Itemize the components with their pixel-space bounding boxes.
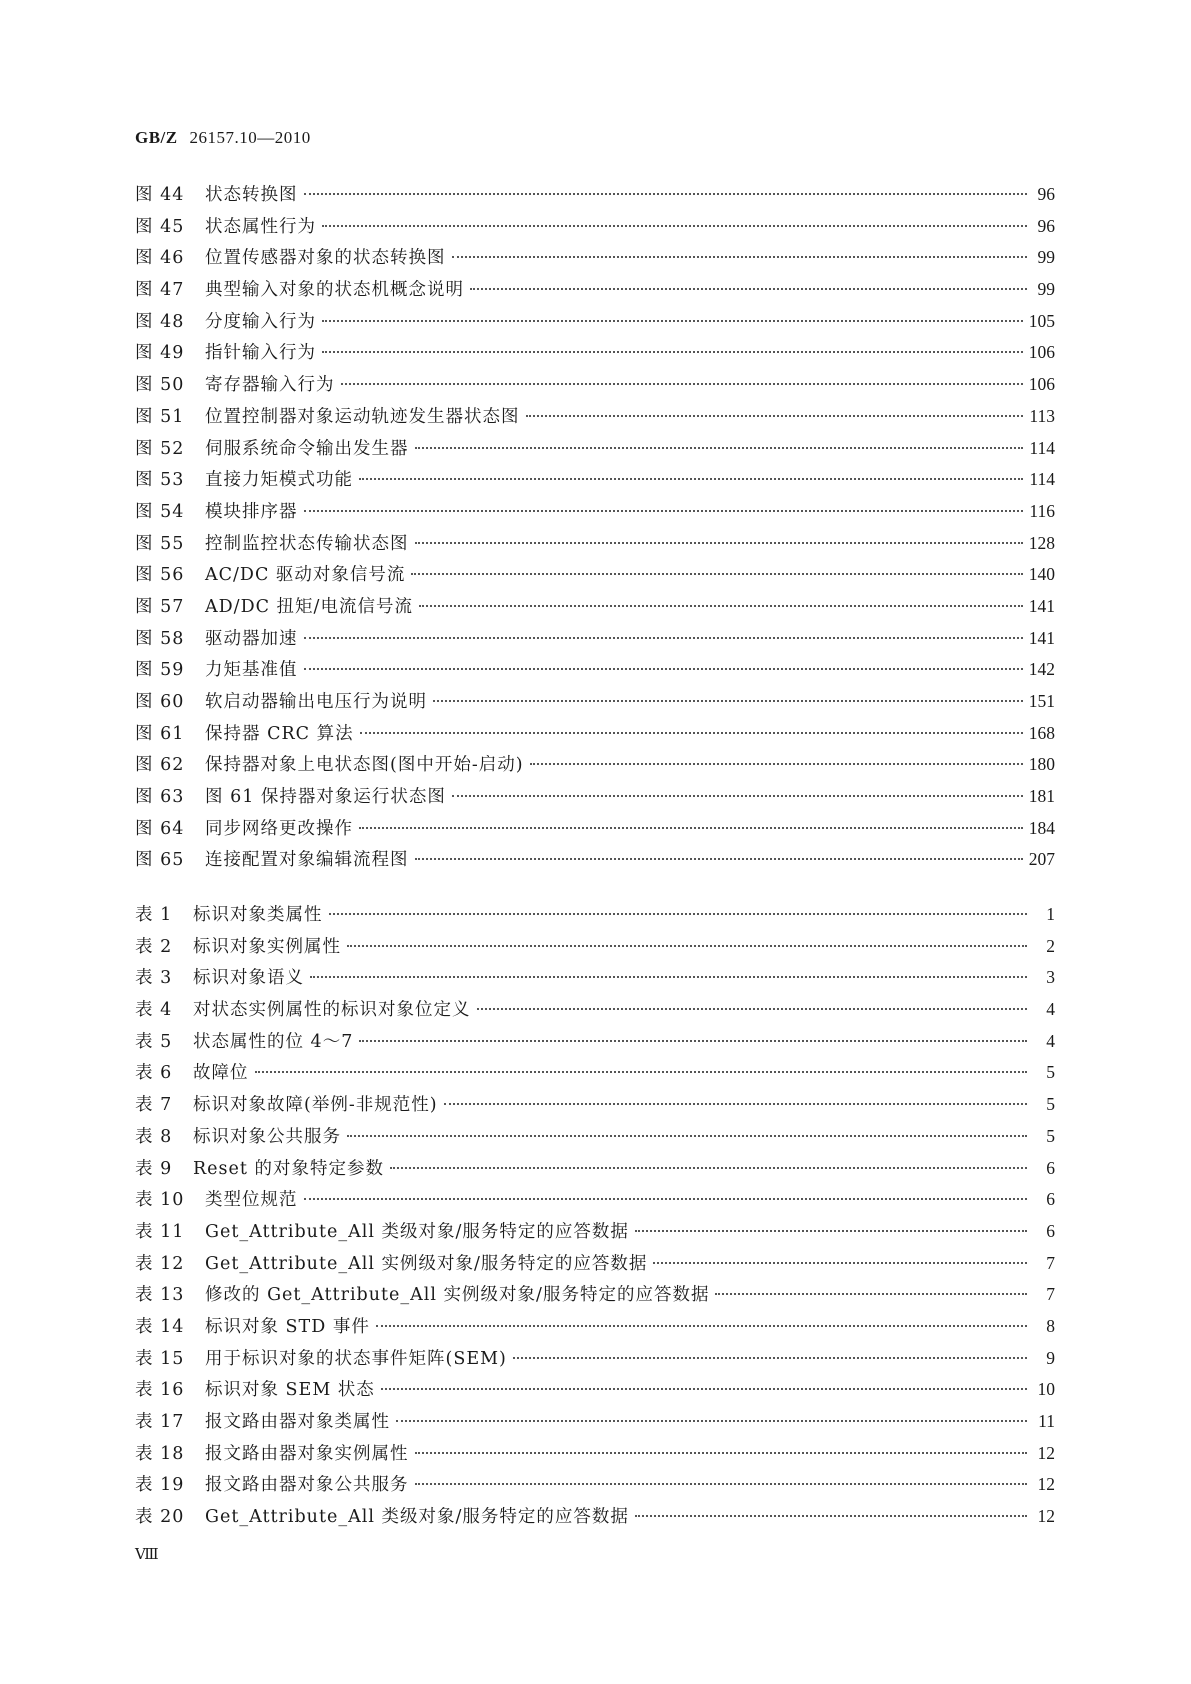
toc-entry-number: 表 16	[135, 1380, 185, 1401]
toc-entry-page: 5	[1046, 1125, 1055, 1146]
toc-entry-number: 图 60	[135, 692, 185, 712]
toc-entry-page: 106	[1028, 342, 1055, 363]
toc-entry-number: 图 57	[135, 596, 185, 617]
dot-leader	[322, 320, 1023, 322]
toc-entry-number: 图 56	[135, 565, 185, 586]
toc-entry-title: 驱动器加速	[205, 628, 298, 649]
toc-entry-page: 6	[1046, 1189, 1055, 1210]
toc-entry-number: 图 53	[135, 470, 185, 491]
figure-entry[interactable]	[135, 751, 1055, 783]
toc-entry-page: 114	[1029, 469, 1055, 490]
toc-entry-number: 表 4	[135, 1000, 173, 1021]
toc-entry-number: 图 47	[135, 280, 185, 301]
table-entry[interactable]	[135, 1313, 1055, 1345]
toc-entry-title: 标识对象故障(举例-非规范性)	[193, 1095, 438, 1116]
dot-leader	[513, 1357, 1027, 1359]
dot-leader	[304, 510, 1024, 512]
toc-entry-page: 140	[1028, 564, 1055, 585]
table-entry[interactable]	[135, 1123, 1055, 1155]
dot-leader	[415, 447, 1024, 449]
table-entry[interactable]	[135, 1503, 1055, 1535]
table-entry[interactable]	[135, 1281, 1055, 1313]
figure-entry[interactable]	[135, 498, 1055, 530]
figure-entry[interactable]	[135, 561, 1055, 593]
dot-leader	[347, 1135, 1027, 1137]
toc-entry-title: Get_Attribute_All 实例级对象/服务特定的应答数据	[205, 1253, 648, 1274]
toc-entry-page: 99	[1037, 279, 1055, 300]
page-number: Ⅷ	[135, 1547, 158, 1563]
toc-entry-title: 类型位规范	[205, 1190, 298, 1211]
toc-entry-number: 图 48	[135, 311, 185, 332]
toc-entry-number: 图 52	[135, 438, 185, 459]
toc-entry-title: 状态属性行为	[205, 216, 316, 237]
figure-entry[interactable]	[135, 815, 1055, 847]
dot-leader	[304, 637, 1023, 639]
table-list	[135, 901, 1055, 1535]
figure-entry[interactable]	[135, 403, 1055, 435]
toc-entry-title: 图 61 保持器对象运行状态图	[205, 787, 446, 808]
toc-entry-number: 图 45	[135, 216, 185, 237]
toc-entry-number: 图 64	[135, 818, 185, 839]
toc-entry-number: 表 18	[135, 1443, 185, 1464]
toc-entry-title: 保持器 CRC 算法	[205, 723, 354, 744]
toc-entry-number: 表 13	[135, 1285, 185, 1306]
dot-leader	[304, 668, 1023, 670]
toc-entry-number: 图 61	[135, 723, 185, 744]
figure-entry[interactable]	[135, 783, 1055, 815]
toc-entry-title: 标识对象 STD 事件	[205, 1316, 370, 1337]
toc-entry-page: 12	[1037, 1442, 1055, 1463]
toc-entry-page: 99	[1037, 247, 1055, 268]
table-entry[interactable]	[135, 964, 1055, 996]
toc-entry-page: 116	[1029, 500, 1055, 521]
toc-entry-title: 位置控制器对象运动轨迹发生器状态图	[205, 406, 520, 427]
toc-entry-title: 典型输入对象的状态机概念说明	[205, 280, 464, 301]
dot-leader	[635, 1515, 1027, 1517]
toc-entry-title: AD/DC 扭矩/电流信号流	[205, 596, 413, 617]
dot-leader	[530, 763, 1023, 765]
figure-entry[interactable]	[135, 244, 1055, 276]
toc-entry-number: 表 15	[135, 1348, 185, 1369]
standard-number: 26157.10—2010	[189, 128, 311, 147]
toc-entry-number: 表 8	[135, 1126, 173, 1147]
figure-entry[interactable]	[135, 846, 1055, 878]
toc-entry-title: 标识对象公共服务	[193, 1126, 341, 1147]
toc-entry-page: 181	[1028, 786, 1055, 807]
toc-entry-title: 直接力矩模式功能	[205, 470, 353, 491]
figure-entry[interactable]	[135, 339, 1055, 371]
figure-entry[interactable]	[135, 181, 1055, 213]
table-entry[interactable]	[135, 1059, 1055, 1091]
table-entry[interactable]	[135, 1218, 1055, 1250]
toc-entry-number: 图 44	[135, 185, 185, 205]
toc-entry-title: 力矩基准值	[205, 660, 298, 681]
toc-entry-title: 位置传感器对象的状态转换图	[205, 248, 446, 269]
dot-leader	[390, 1167, 1027, 1169]
dot-leader	[322, 225, 1027, 227]
toc-entry-page: 11	[1038, 1411, 1055, 1431]
toc-entry-page: 3	[1046, 967, 1055, 988]
dot-leader	[444, 1103, 1027, 1105]
toc-entry-number: 图 62	[135, 755, 185, 776]
dot-leader	[255, 1071, 1028, 1073]
toc-entry-number: 表 14	[135, 1316, 185, 1337]
dot-leader	[415, 1452, 1028, 1454]
dot-leader	[329, 913, 1028, 915]
dot-leader	[341, 383, 1023, 385]
table-entry[interactable]	[135, 1471, 1055, 1503]
dot-leader	[433, 700, 1023, 702]
table-entry[interactable]	[135, 1440, 1055, 1472]
toc-entry-page: 184	[1028, 817, 1055, 838]
toc-entry-page: 7	[1046, 1284, 1055, 1305]
toc-entry-number: 图 63	[135, 787, 185, 808]
dot-leader	[715, 1293, 1027, 1295]
table-entry[interactable]	[135, 1028, 1055, 1060]
toc-entry-page: 168	[1028, 722, 1055, 743]
toc-entry-page: 141	[1028, 595, 1055, 616]
dot-leader	[376, 1325, 1027, 1327]
table-entry[interactable]	[135, 1376, 1055, 1408]
toc-entry-number: 图 50	[135, 375, 185, 396]
toc-entry-title: 报文路由器对象类属性	[205, 1412, 390, 1432]
toc-entry-number: 表 7	[135, 1095, 173, 1116]
toc-entry-title: 分度输入行为	[205, 311, 316, 332]
dot-leader	[526, 415, 1024, 417]
toc-entry-number: 表 6	[135, 1063, 173, 1084]
toc-entry-number: 表 11	[135, 1221, 185, 1242]
dot-leader	[419, 605, 1023, 607]
toc-entry-page: 6	[1046, 1220, 1055, 1241]
toc-entry-title: 伺服系统命令输出发生器	[205, 438, 409, 459]
figure-entry[interactable]	[135, 625, 1055, 657]
dot-leader	[310, 976, 1027, 978]
table-entry[interactable]	[135, 933, 1055, 965]
toc-entry-page: 180	[1028, 754, 1055, 775]
dot-leader	[415, 542, 1023, 544]
toc-entry-page: 9	[1046, 1347, 1055, 1368]
toc-entry-title: AC/DC 驱动对象信号流	[205, 565, 406, 586]
figure-entry[interactable]	[135, 688, 1055, 720]
figure-entry[interactable]	[135, 466, 1055, 498]
toc-entry-title: Get_Attribute_All 类级对象/服务特定的应答数据	[205, 1221, 629, 1242]
dot-leader	[470, 288, 1027, 290]
figure-entry[interactable]	[135, 276, 1055, 308]
toc-entry-title: 连接配置对象编辑流程图	[205, 850, 409, 871]
toc-entry-title: 用于标识对象的状态事件矩阵(SEM)	[205, 1348, 507, 1369]
figure-entry[interactable]	[135, 213, 1055, 245]
dot-leader	[477, 1008, 1028, 1010]
figure-entry[interactable]	[135, 371, 1055, 403]
toc-entry-title: 标识对象实例属性	[193, 936, 341, 957]
toc-entry-page: 12	[1037, 1506, 1055, 1527]
toc-entry-number: 图 55	[135, 533, 185, 554]
toc-entry-page: 5	[1046, 1062, 1055, 1083]
toc-entry-number: 表 19	[135, 1475, 185, 1496]
toc-entry-title: 标识对象类属性	[193, 905, 323, 925]
toc-entry-number: 表 3	[135, 968, 173, 989]
toc-entry-page: 106	[1028, 374, 1055, 395]
toc-entry-page: 6	[1046, 1157, 1055, 1178]
dot-leader	[411, 573, 1022, 575]
toc-entry-title: Reset 的对象特定参数	[193, 1158, 384, 1179]
dot-leader	[347, 945, 1027, 947]
figure-entry[interactable]	[135, 308, 1055, 340]
table-entry[interactable]	[135, 1408, 1055, 1440]
dot-leader	[396, 1420, 1027, 1422]
figure-entry[interactable]	[135, 593, 1055, 625]
toc-entry-number: 表 20	[135, 1507, 185, 1528]
toc-entry-page: 105	[1028, 310, 1055, 331]
toc-entry-page: 8	[1046, 1315, 1055, 1336]
standard-code: GB/Z	[135, 128, 178, 147]
table-entry[interactable]	[135, 1345, 1055, 1377]
dot-leader	[653, 1262, 1027, 1264]
figure-entry[interactable]	[135, 435, 1055, 467]
toc-entry-title: 故障位	[193, 1063, 249, 1084]
toc-entry-title: 控制监控状态传输状态图	[205, 533, 409, 554]
table-entry[interactable]	[135, 996, 1055, 1028]
toc-entry-title: 指针输入行为	[205, 343, 316, 364]
dot-leader	[359, 827, 1023, 829]
toc-entry-title: Get_Attribute_All 类级对象/服务特定的应答数据	[205, 1507, 629, 1528]
toc-entry-page: 151	[1028, 691, 1055, 711]
figure-entry[interactable]	[135, 656, 1055, 688]
toc-entry-number: 图 46	[135, 248, 185, 269]
toc-entry-number: 图 49	[135, 343, 185, 364]
toc-entry-title: 保持器对象上电状态图(图中开始-启动)	[205, 755, 524, 776]
toc-entry-title: 寄存器输入行为	[205, 375, 335, 396]
standard-header	[135, 128, 311, 148]
table-entry[interactable]	[135, 901, 1055, 933]
toc-entry-page: 114	[1029, 437, 1055, 458]
toc-entry-page: 5	[1046, 1094, 1055, 1115]
toc-entry-title: 报文路由器对象公共服务	[205, 1475, 409, 1496]
toc-entry-number: 图 65	[135, 850, 185, 871]
table-entry[interactable]	[135, 1186, 1055, 1218]
toc-entry-page: 113	[1029, 405, 1055, 426]
toc-entry-title: 软启动器输出电压行为说明	[205, 692, 427, 712]
toc-entry-number: 图 59	[135, 660, 185, 681]
toc-entry-title: 标识对象 SEM 状态	[205, 1380, 375, 1401]
toc-entry-number: 表 10	[135, 1190, 185, 1211]
table-entry[interactable]	[135, 1250, 1055, 1282]
toc-entry-number: 表 5	[135, 1031, 173, 1052]
toc-entry-title: 模块排序器	[205, 501, 298, 522]
toc-entry-number: 表 9	[135, 1158, 173, 1179]
toc-entry-title: 同步网络更改操作	[205, 818, 353, 839]
toc-entry-page: 1	[1046, 904, 1055, 924]
toc-entry-page: 10	[1037, 1379, 1055, 1400]
dot-leader	[359, 478, 1023, 480]
toc-entry-number: 表 2	[135, 936, 173, 957]
figure-entry[interactable]	[135, 530, 1055, 562]
dot-leader	[415, 1483, 1028, 1485]
toc-entry-page: 141	[1028, 627, 1055, 648]
dot-leader	[304, 1198, 1028, 1200]
toc-entry-page: 96	[1037, 184, 1055, 204]
dot-leader	[452, 795, 1023, 797]
figure-list	[135, 181, 1055, 878]
toc-entry-number: 表 1	[135, 905, 173, 925]
table-entry[interactable]	[135, 1155, 1055, 1187]
toc-entry-title: 对状态实例属性的标识对象位定义	[193, 1000, 471, 1021]
toc-entry-page: 142	[1028, 659, 1055, 680]
table-entry[interactable]	[135, 1091, 1055, 1123]
dot-leader	[304, 193, 1028, 195]
dot-leader	[452, 256, 1028, 258]
toc-entry-title: 修改的 Get_Attribute_All 实例级对象/服务特定的应答数据	[205, 1285, 710, 1306]
toc-entry-page: 96	[1037, 215, 1055, 236]
toc-entry-page: 4	[1046, 999, 1055, 1020]
toc-entry-number: 表 17	[135, 1412, 185, 1432]
toc-entry-title: 状态属性的位 4～7	[193, 1031, 354, 1052]
dot-leader	[360, 732, 1023, 734]
toc-entry-page: 207	[1028, 849, 1055, 870]
toc-entry-title: 标识对象语义	[193, 968, 304, 989]
toc-entry-number: 图 51	[135, 406, 185, 427]
toc-entry-page: 4	[1046, 1030, 1055, 1051]
toc-entry-page: 2	[1046, 935, 1055, 956]
toc-entry-page: 128	[1028, 532, 1055, 553]
dot-leader	[381, 1388, 1027, 1390]
toc-entry-title: 状态转换图	[205, 185, 298, 205]
dot-leader	[322, 351, 1023, 353]
dot-leader	[635, 1230, 1027, 1232]
dot-leader	[415, 858, 1023, 860]
toc-entry-page: 12	[1037, 1474, 1055, 1495]
toc-entry-title: 报文路由器对象实例属性	[205, 1443, 409, 1464]
toc-entry-number: 表 12	[135, 1253, 185, 1274]
toc-entry-page: 7	[1046, 1252, 1055, 1273]
toc-entry-number: 图 54	[135, 501, 185, 522]
figure-entry[interactable]	[135, 720, 1055, 752]
dot-leader	[359, 1040, 1027, 1042]
toc-entry-number: 图 58	[135, 628, 185, 649]
